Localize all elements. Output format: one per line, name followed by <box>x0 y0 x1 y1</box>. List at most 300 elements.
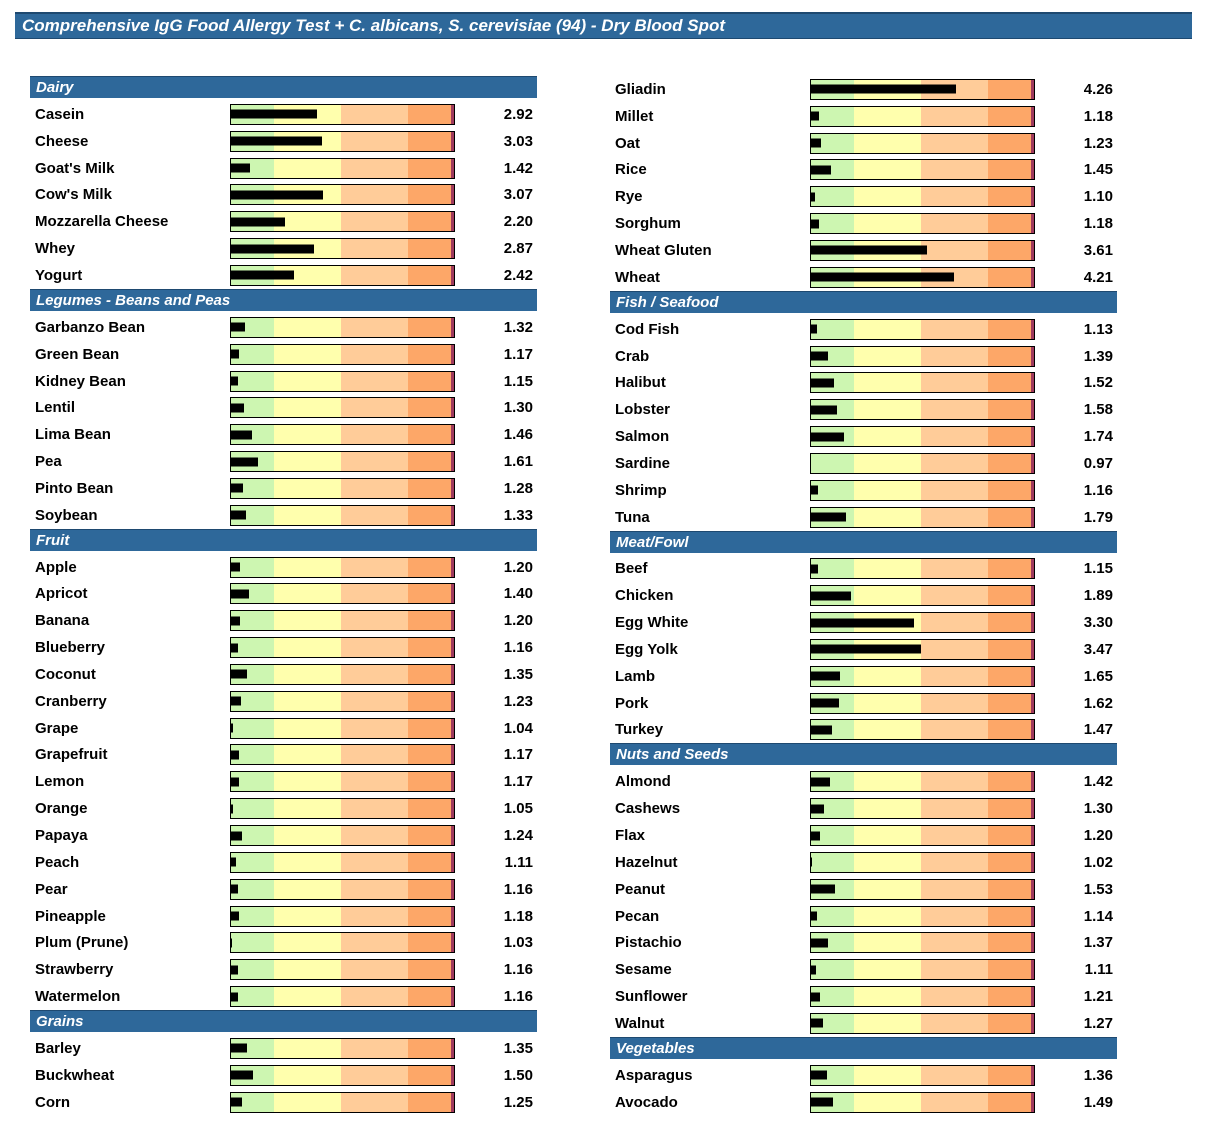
zone-green <box>811 907 854 926</box>
zone-peach <box>341 1066 408 1085</box>
food-name-label: Pork <box>615 694 649 712</box>
zone-peach <box>921 613 988 632</box>
zone-peach <box>341 345 408 364</box>
food-name-label: Strawberry <box>35 961 114 979</box>
reaction-bar-track <box>810 906 1035 927</box>
food-row <box>610 929 1117 956</box>
zone-orange <box>408 105 451 124</box>
zone-orange <box>988 107 1031 126</box>
food-name-label: Sesame <box>615 961 672 979</box>
food-row <box>610 636 1117 663</box>
reaction-bar-track <box>230 557 455 578</box>
zone-orange <box>988 880 1031 899</box>
zone-end-marker <box>1031 853 1034 872</box>
food-name-label: Corn <box>35 1093 70 1111</box>
zone-peach <box>341 398 408 417</box>
zone-end-marker <box>1031 373 1034 392</box>
zone-end-marker <box>1031 1093 1034 1112</box>
food-row <box>610 795 1117 822</box>
food-value: 3.47 <box>1083 640 1113 658</box>
zone-yellow <box>854 907 921 926</box>
food-row <box>30 235 537 262</box>
zone-peach <box>341 159 408 178</box>
zone-yellow <box>854 508 921 527</box>
food-row <box>610 1010 1117 1037</box>
zone-end-marker <box>1031 241 1034 260</box>
value-bar <box>231 403 244 412</box>
food-name-label: Coconut <box>35 665 96 683</box>
zone-yellow <box>274 799 341 818</box>
zone-yellow <box>854 559 921 578</box>
zone-end-marker <box>1031 933 1034 952</box>
zone-peach <box>341 692 408 711</box>
zone-yellow <box>854 187 921 206</box>
reaction-bar-track <box>810 346 1035 367</box>
food-name-label: Lima Bean <box>35 426 111 444</box>
food-value: 1.18 <box>1083 215 1113 233</box>
report-column-right <box>610 76 1117 1116</box>
zone-end-marker <box>1031 1014 1034 1033</box>
zone-end-marker <box>451 907 454 926</box>
food-value: 1.21 <box>1083 988 1113 1006</box>
zone-peach <box>341 665 408 684</box>
food-name-label: Almond <box>615 773 671 791</box>
zone-peach <box>341 1039 408 1058</box>
food-value: 1.16 <box>503 961 533 979</box>
food-value: 1.65 <box>1083 667 1113 685</box>
zone-orange <box>988 987 1031 1006</box>
food-category-section <box>30 1010 537 1116</box>
value-bar <box>811 992 820 1001</box>
food-value: 1.61 <box>503 453 533 471</box>
reaction-bar-track <box>810 986 1035 1007</box>
reaction-bar-track <box>230 265 455 286</box>
reaction-bar-track <box>230 986 455 1007</box>
zone-end-marker <box>451 719 454 738</box>
reaction-bar-track <box>230 959 455 980</box>
zone-orange <box>988 347 1031 366</box>
food-row <box>30 208 537 235</box>
reaction-bar-track <box>810 719 1035 740</box>
reaction-bar-track <box>230 505 455 526</box>
reaction-bar-track <box>230 317 455 338</box>
zone-green <box>811 454 854 473</box>
zone-yellow <box>854 427 921 446</box>
zone-orange <box>408 1066 451 1085</box>
zone-end-marker <box>1031 987 1034 1006</box>
zone-end-marker <box>1031 80 1034 99</box>
value-bar <box>231 616 240 625</box>
zone-orange <box>988 694 1031 713</box>
zone-yellow <box>854 214 921 233</box>
food-category-section <box>610 1037 1117 1116</box>
zone-yellow <box>274 1039 341 1058</box>
value-bar <box>811 965 816 974</box>
reaction-bar-track <box>230 424 455 445</box>
zone-peach <box>921 853 988 872</box>
zone-peach <box>341 105 408 124</box>
zone-orange <box>408 933 451 952</box>
reaction-bar-track <box>810 399 1035 420</box>
food-row <box>610 316 1117 343</box>
zone-end-marker <box>1031 667 1034 686</box>
value-bar <box>231 885 238 894</box>
food-value: 1.40 <box>503 585 533 603</box>
food-value: 1.18 <box>503 907 533 925</box>
zone-yellow <box>854 772 921 791</box>
reaction-bar-track <box>810 852 1035 873</box>
food-row <box>30 581 537 608</box>
reaction-bar-track <box>810 825 1035 846</box>
food-value: 1.32 <box>503 318 533 336</box>
food-value: 1.89 <box>1083 587 1113 605</box>
food-name-label: Wheat Gluten <box>615 241 712 259</box>
food-row <box>610 264 1117 291</box>
zone-yellow <box>274 880 341 899</box>
food-row <box>610 450 1117 477</box>
value-bar <box>231 110 317 119</box>
food-row <box>610 717 1117 744</box>
food-name-label: Pear <box>35 880 68 898</box>
reaction-bar-track <box>230 932 455 953</box>
zone-orange <box>988 481 1031 500</box>
food-value: 1.37 <box>1083 934 1113 952</box>
value-bar <box>231 271 294 280</box>
food-name-label: Cheese <box>35 132 89 150</box>
food-value: 3.30 <box>1083 614 1113 632</box>
food-name-label: Blueberry <box>35 639 106 657</box>
zone-yellow <box>274 692 341 711</box>
food-name-label: Millet <box>615 107 654 125</box>
food-name-label: Peanut <box>615 880 666 898</box>
food-value: 3.03 <box>503 132 533 150</box>
zone-end-marker <box>451 799 454 818</box>
value-bar <box>811 378 834 387</box>
food-name-label: Gliadin <box>615 80 666 98</box>
reaction-bar-track <box>230 583 455 604</box>
zone-peach <box>921 187 988 206</box>
zone-peach <box>921 508 988 527</box>
food-name-label: Casein <box>35 105 85 123</box>
value-bar <box>811 1019 823 1028</box>
value-bar <box>811 246 927 255</box>
food-name-label: Soybean <box>35 506 98 524</box>
zone-peach <box>341 558 408 577</box>
zone-peach <box>341 826 408 845</box>
zone-end-marker <box>1031 107 1034 126</box>
reaction-bar-track <box>810 879 1035 900</box>
zone-end-marker <box>451 960 454 979</box>
zone-orange <box>408 853 451 872</box>
zone-orange <box>408 1039 451 1058</box>
zone-yellow <box>274 719 341 738</box>
reaction-bar-track <box>810 1065 1035 1086</box>
food-name-label: Goat's Milk <box>35 159 115 177</box>
food-name-label: Banana <box>35 612 90 630</box>
food-name-label: Flax <box>615 827 646 845</box>
zone-orange <box>408 318 451 337</box>
zone-yellow <box>274 960 341 979</box>
zone-green <box>811 320 854 339</box>
food-row <box>610 768 1117 795</box>
zone-orange <box>988 427 1031 446</box>
zone-orange <box>408 266 451 285</box>
food-value: 2.92 <box>503 105 533 123</box>
reaction-bar-track <box>230 451 455 472</box>
zone-peach <box>921 160 988 179</box>
value-bar <box>811 513 846 522</box>
zone-yellow <box>854 586 921 605</box>
zone-yellow <box>854 799 921 818</box>
zone-end-marker <box>451 479 454 498</box>
zone-end-marker <box>1031 320 1034 339</box>
reaction-bar-track <box>230 131 455 152</box>
zone-peach <box>341 799 408 818</box>
zone-orange <box>988 214 1031 233</box>
food-name-label: Apricot <box>35 585 88 603</box>
reaction-bar-track <box>230 211 455 232</box>
reaction-bar-track <box>230 158 455 179</box>
zone-end-marker <box>451 665 454 684</box>
food-value: 1.20 <box>503 558 533 576</box>
zone-yellow <box>274 745 341 764</box>
food-name-label: Grapefruit <box>35 746 108 764</box>
food-value: 1.13 <box>1083 320 1113 338</box>
food-row <box>30 634 537 661</box>
zone-orange <box>408 907 451 926</box>
food-row <box>610 609 1117 636</box>
food-category-section <box>610 76 1117 291</box>
food-value: 2.42 <box>503 266 533 284</box>
zone-orange <box>408 132 451 151</box>
zone-end-marker <box>1031 427 1034 446</box>
zone-yellow <box>854 987 921 1006</box>
food-value: 1.79 <box>1083 508 1113 526</box>
zone-end-marker <box>1031 826 1034 845</box>
value-bar <box>811 273 954 282</box>
zone-end-marker <box>451 239 454 258</box>
zone-peach <box>921 241 988 260</box>
value-bar <box>231 563 240 572</box>
value-bar <box>231 1071 253 1080</box>
zone-yellow <box>274 987 341 1006</box>
food-row <box>30 607 537 634</box>
zone-peach <box>341 185 408 204</box>
zone-orange <box>408 425 451 444</box>
reaction-bar-track <box>230 397 455 418</box>
zone-peach <box>341 266 408 285</box>
zone-peach <box>921 640 988 659</box>
food-row <box>30 822 537 849</box>
value-bar <box>231 912 239 921</box>
food-name-label: Cow's Milk <box>35 186 112 204</box>
food-row <box>610 876 1117 903</box>
zone-orange <box>408 212 451 231</box>
zone-peach <box>341 372 408 391</box>
food-value: 2.20 <box>503 213 533 231</box>
food-category-section <box>30 289 537 529</box>
zone-end-marker <box>451 1039 454 1058</box>
food-name-label: Plum (Prune) <box>35 934 129 952</box>
zone-orange <box>988 559 1031 578</box>
food-value: 1.53 <box>1083 880 1113 898</box>
food-row <box>610 130 1117 157</box>
zone-yellow <box>274 318 341 337</box>
food-value: 1.02 <box>1083 853 1113 871</box>
food-value: 3.07 <box>503 186 533 204</box>
zone-peach <box>921 720 988 739</box>
food-row <box>610 690 1117 717</box>
value-bar <box>231 190 323 199</box>
report-column-left <box>30 76 537 1116</box>
zone-peach <box>341 479 408 498</box>
zone-yellow <box>274 372 341 391</box>
reaction-bar-track <box>230 1065 455 1086</box>
reaction-bar-track <box>810 666 1035 687</box>
zone-end-marker <box>1031 1066 1034 1085</box>
zone-green <box>231 799 274 818</box>
zone-end-marker <box>451 425 454 444</box>
zone-end-marker <box>1031 454 1034 473</box>
zone-peach <box>341 987 408 1006</box>
zone-green <box>811 853 854 872</box>
zone-yellow <box>274 479 341 498</box>
zone-yellow <box>274 1093 341 1112</box>
food-row <box>30 876 537 903</box>
reaction-bar-track <box>810 480 1035 501</box>
value-bar <box>231 350 239 359</box>
food-name-label: Lobster <box>615 401 671 419</box>
value-bar <box>811 192 815 201</box>
value-bar <box>811 564 818 573</box>
food-row <box>610 1062 1117 1089</box>
food-name-label: Beef <box>615 560 648 578</box>
zone-yellow <box>274 907 341 926</box>
value-bar <box>231 858 236 867</box>
zone-peach <box>341 611 408 630</box>
food-row <box>30 795 537 822</box>
zone-orange <box>988 241 1031 260</box>
food-value: 1.27 <box>1083 1014 1113 1032</box>
zone-yellow <box>854 347 921 366</box>
food-name-label: Pecan <box>615 907 660 925</box>
zone-end-marker <box>451 558 454 577</box>
value-bar <box>231 938 232 947</box>
zone-end-marker <box>451 772 454 791</box>
food-value: 1.20 <box>503 612 533 630</box>
zone-end-marker <box>1031 508 1034 527</box>
zone-end-marker <box>451 692 454 711</box>
zone-end-marker <box>1031 640 1034 659</box>
zone-yellow <box>854 667 921 686</box>
zone-peach <box>921 347 988 366</box>
value-bar <box>811 352 828 361</box>
food-value: 1.42 <box>503 159 533 177</box>
reaction-bar-track <box>230 1092 455 1113</box>
zone-end-marker <box>451 638 454 657</box>
value-bar <box>811 139 821 148</box>
reaction-bar-track <box>810 159 1035 180</box>
food-row <box>30 742 537 769</box>
category-header: Grains <box>30 1010 537 1032</box>
value-bar <box>811 1071 827 1080</box>
zone-peach <box>921 373 988 392</box>
reaction-bar-track <box>810 426 1035 447</box>
zone-end-marker <box>451 345 454 364</box>
food-row <box>30 554 537 581</box>
food-row <box>30 661 537 688</box>
food-name-label: Papaya <box>35 827 88 845</box>
zone-peach <box>341 506 408 525</box>
food-row <box>610 103 1117 130</box>
zone-end-marker <box>1031 400 1034 419</box>
food-row <box>30 448 537 475</box>
food-row <box>30 101 537 128</box>
food-value: 1.15 <box>1083 560 1113 578</box>
value-bar <box>231 1044 247 1053</box>
food-value: 1.11 <box>504 853 533 871</box>
zone-orange <box>988 1066 1031 1085</box>
zone-yellow <box>274 345 341 364</box>
zone-orange <box>408 960 451 979</box>
zone-yellow <box>274 558 341 577</box>
zone-yellow <box>274 933 341 952</box>
food-name-label: Pinto Bean <box>35 479 114 497</box>
zone-end-marker <box>451 1093 454 1112</box>
zone-orange <box>408 611 451 630</box>
zone-orange <box>988 613 1031 632</box>
food-category-section <box>610 531 1117 744</box>
zone-yellow <box>274 611 341 630</box>
food-value: 1.17 <box>503 345 533 363</box>
zone-peach <box>921 799 988 818</box>
zone-peach <box>921 454 988 473</box>
zone-yellow <box>274 638 341 657</box>
food-row <box>30 715 537 742</box>
food-name-label: Buckwheat <box>35 1066 115 1084</box>
food-value: 1.28 <box>503 479 533 497</box>
zone-end-marker <box>1031 214 1034 233</box>
food-value: 1.04 <box>503 719 533 737</box>
zone-peach <box>341 719 408 738</box>
food-name-label: Cod Fish <box>615 320 680 338</box>
zone-orange <box>408 1093 451 1112</box>
food-name-label: Rye <box>615 188 643 206</box>
reaction-bar-track <box>810 240 1035 261</box>
reaction-bar-track <box>230 478 455 499</box>
zone-peach <box>921 586 988 605</box>
value-bar <box>811 777 830 786</box>
food-row <box>30 394 537 421</box>
reaction-bar-track <box>810 1092 1035 1113</box>
zone-yellow <box>274 853 341 872</box>
food-row <box>30 768 537 795</box>
zone-orange <box>408 987 451 1006</box>
zone-orange <box>408 826 451 845</box>
reaction-bar-track <box>230 744 455 765</box>
category-header: Vegetables <box>610 1037 1117 1059</box>
zone-orange <box>988 160 1031 179</box>
reaction-bar-track <box>230 238 455 259</box>
zone-end-marker <box>451 745 454 764</box>
value-bar <box>811 831 820 840</box>
zone-end-marker <box>451 372 454 391</box>
zone-peach <box>921 134 988 153</box>
value-bar <box>811 858 812 867</box>
zone-yellow <box>854 454 921 473</box>
reaction-bar-track <box>230 637 455 658</box>
value-bar <box>231 992 238 1001</box>
